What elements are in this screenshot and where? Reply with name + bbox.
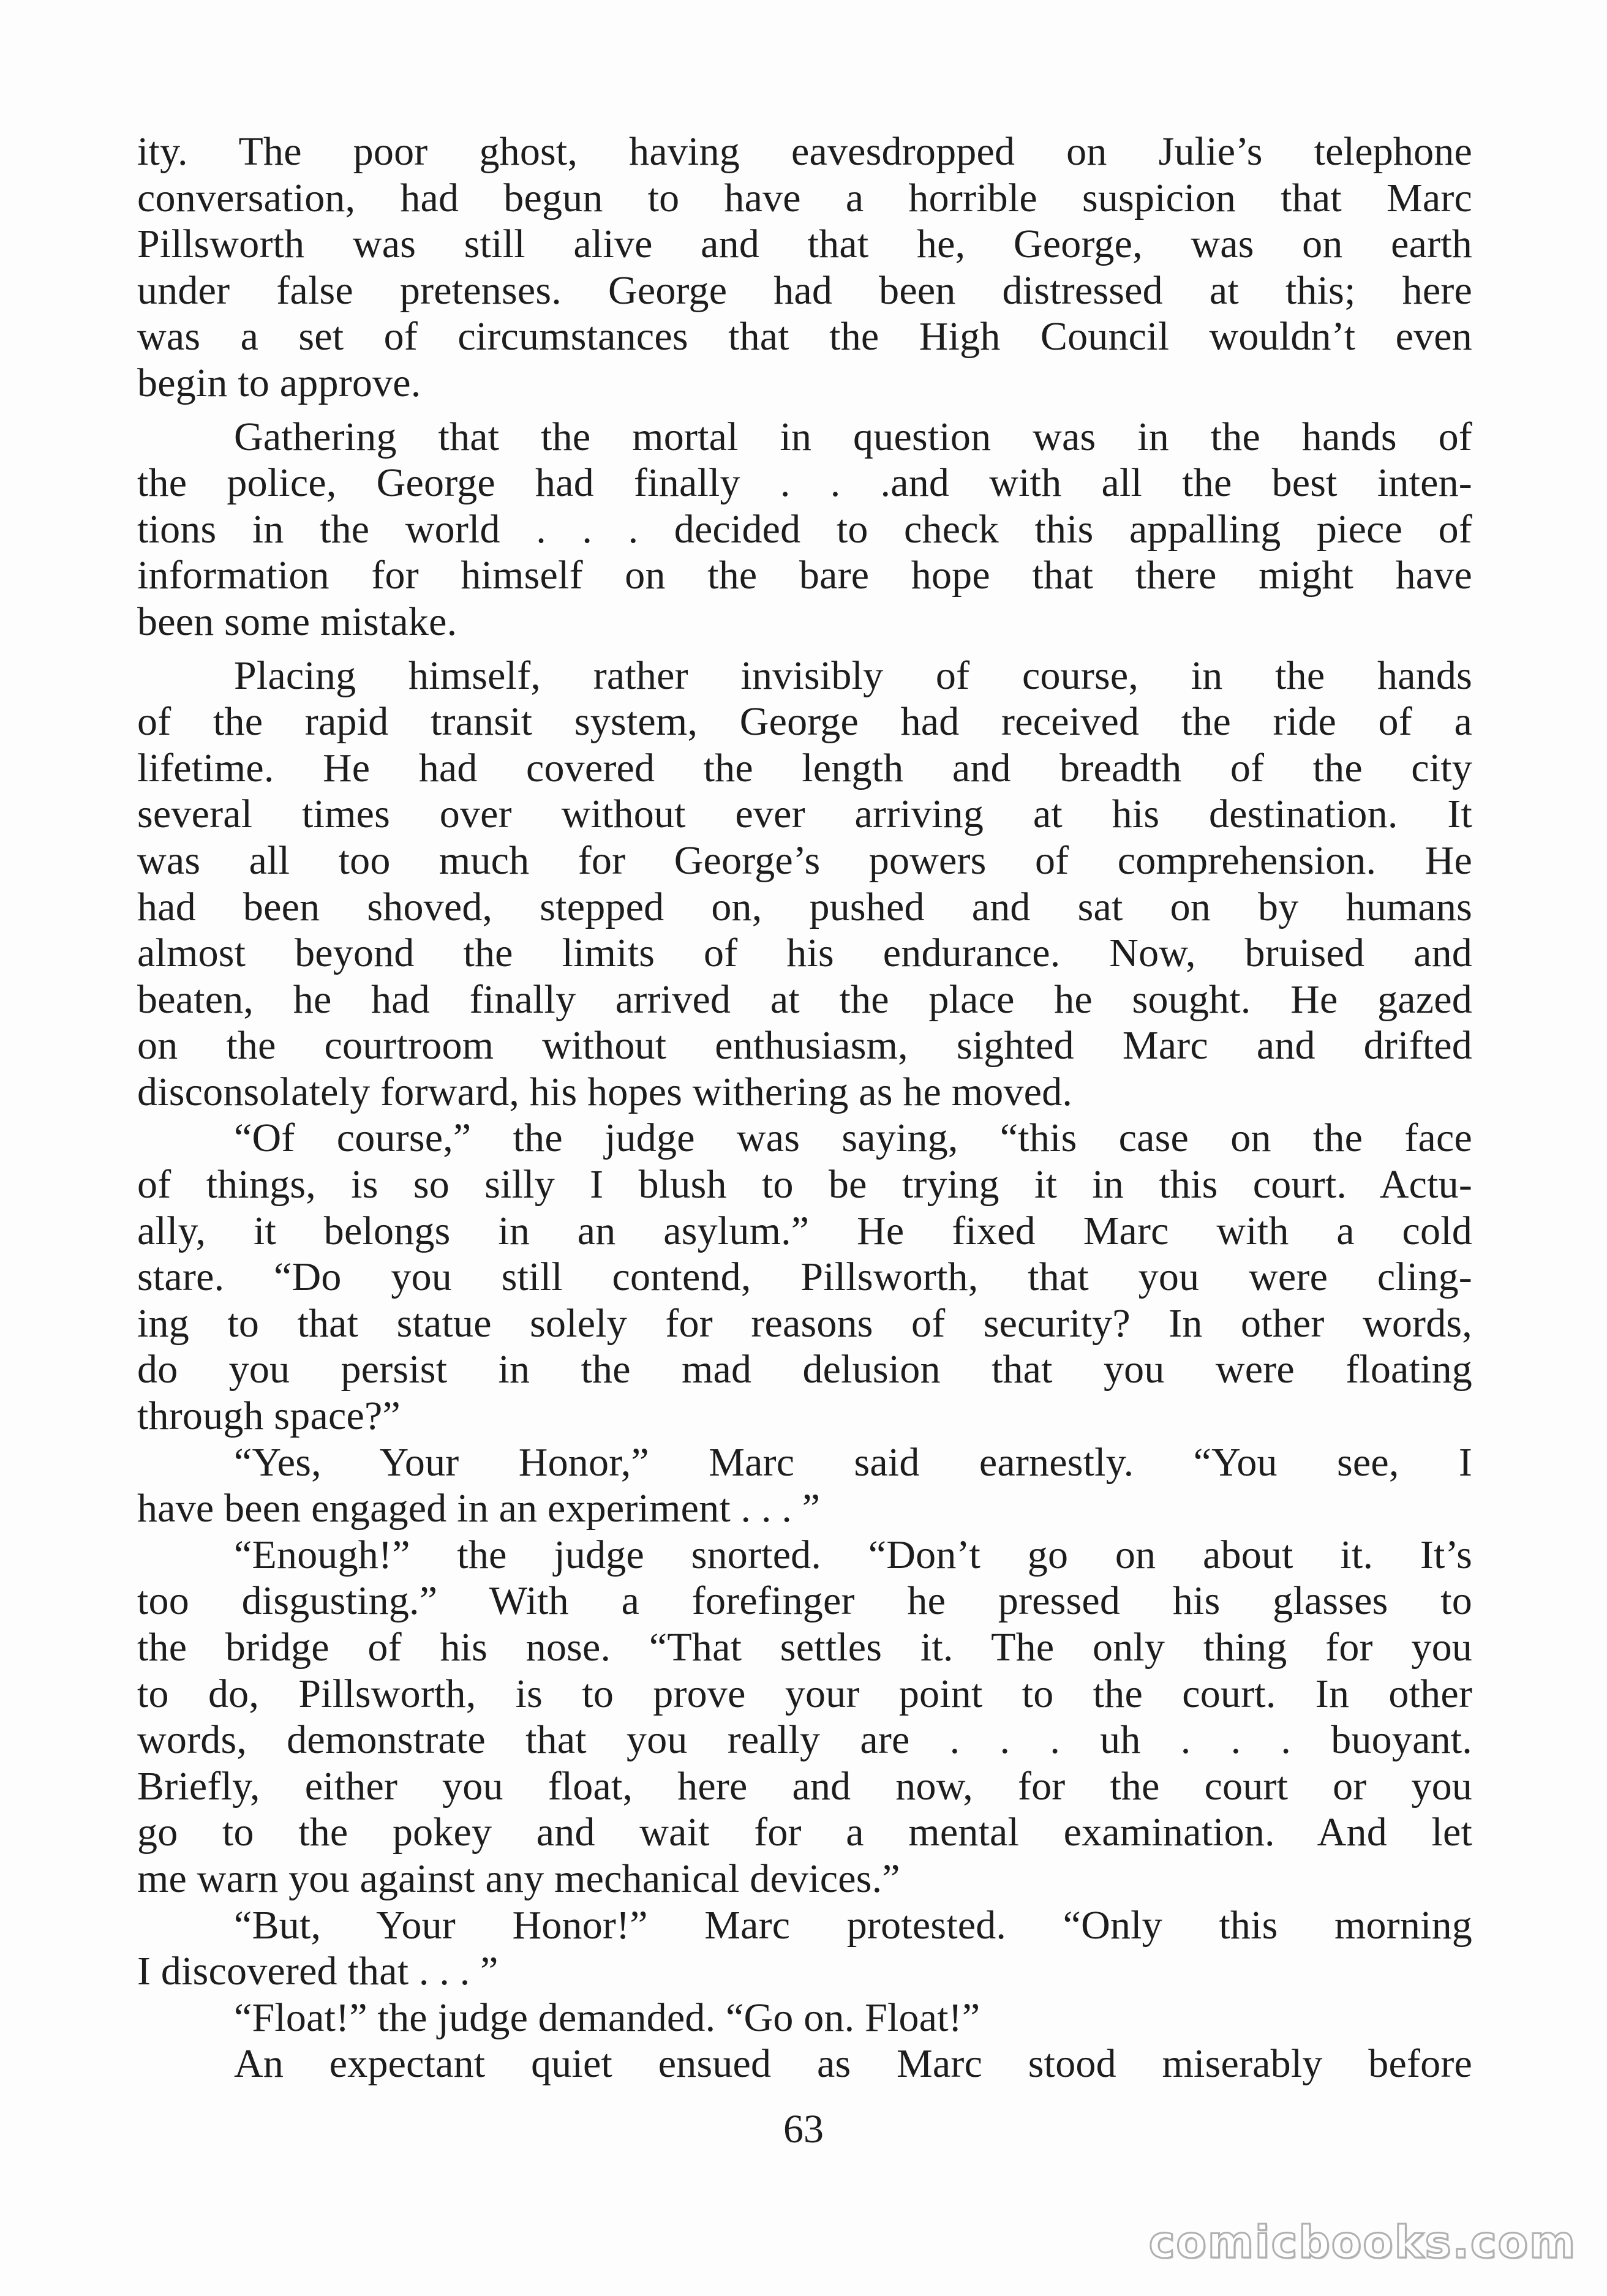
text-line: “Float!” the judge demanded. “Go on. Float!”	[234, 1995, 980, 2040]
watermark-logo: comicbooks.com	[1148, 2216, 1576, 2268]
text-line: almost beyond the limits of his endurance. Now, bruised and	[137, 931, 1472, 976]
text-line: lifetime. He had covered the length and breadth of the city	[137, 745, 1472, 790]
text-line: of things, is so silly I blush to be trying it in this court. Actu-	[137, 1162, 1472, 1207]
text-line: the bridge of his nose. “That settles it. The only thing for you	[137, 1625, 1472, 1670]
body-text	[137, 129, 1472, 2087]
text-line: Gathering that the mortal in question was in the hands of	[234, 414, 1472, 459]
text-line: me warn you against any mechanical devices.”	[137, 1856, 900, 1901]
text-line: go to the pokey and wait for a mental examination. And let	[137, 1810, 1472, 1855]
text-line: “Yes, Your Honor,” Marc said earnestly. “You see, I	[234, 1439, 1472, 1485]
text-line: begin to approve.	[137, 360, 421, 405]
text-line: have been engaged in an experiment . . . ”	[137, 1486, 821, 1531]
text-line: “But, Your Honor!” Marc protested. “Only this morning	[234, 1902, 1472, 1948]
text-line: the police, George had finally . . .and with all the best inten-	[137, 460, 1472, 506]
text-line: “Of course,” the judge was saying, “this case on the face	[234, 1116, 1472, 1161]
text-line: I discovered that . . . ”	[137, 1949, 499, 1994]
text-line: An expectant quiet ensued as Marc stood miserably before	[234, 2041, 1472, 2087]
text-line: disconsolately forward, his hopes withering as he moved.	[137, 1069, 1073, 1114]
text-line: through space?”	[137, 1394, 401, 1439]
text-line: ity. The poor ghost, having eavesdropped on Julie’s telephone	[137, 129, 1472, 174]
text-line: Briefly, either you float, here and now, for the court or you	[137, 1763, 1472, 1809]
text-line: to do, Pillsworth, is to prove your point to the court. In other	[137, 1671, 1472, 1716]
text-line: under false pretenses. George had been distressed at this; here	[137, 268, 1472, 313]
text-line: Placing himself, rather invisibly of course, in the hands	[234, 653, 1472, 698]
text-line: had been shoved, stepped on, pushed and sat on by humans	[137, 884, 1472, 929]
page-number: 63	[783, 2107, 824, 2152]
text-line: stare. “Do you still contend, Pillsworth, that you were cling-	[137, 1255, 1472, 1300]
text-line: was a set of circumstances that the High Council wouldn’t even	[137, 314, 1472, 359]
text-line: too disgusting.” With a forefinger he pressed his glasses to	[137, 1578, 1472, 1624]
text-line: on the courtroom without enthusiasm, sighted Marc and drifted	[137, 1023, 1472, 1068]
text-line: been some mistake.	[137, 599, 457, 644]
text-line: information for himself on the bare hope that there might have	[137, 553, 1472, 598]
text-line: do you persist in the mad delusion that you were floating	[137, 1347, 1472, 1392]
text-line: of the rapid transit system, George had received the ride of a	[137, 699, 1472, 745]
text-line: Pillsworth was still alive and that he, George, was on earth	[137, 222, 1472, 267]
text-line: conversation, had begun to have a horrible suspicion that Marc	[137, 175, 1472, 220]
text-line: “Enough!” the judge snorted. “Don’t go on about it. It’s	[234, 1532, 1472, 1577]
text-line: several times over without ever arriving at his destination. It	[137, 792, 1472, 837]
text-line: beaten, he had finally arrived at the place he sought. He gazed	[137, 977, 1472, 1022]
text-line: ally, it belongs in an asylum.” He fixed Marc with a cold	[137, 1208, 1472, 1253]
text-line: ing to that statue solely for reasons of security? In other words,	[137, 1300, 1472, 1346]
text-line: was all too much for George’s powers of comprehension. He	[137, 838, 1472, 883]
text-line: tions in the world . . . decided to check this appalling piece of	[137, 506, 1472, 552]
text-line: words, demonstrate that you really are . . . uh . . . buoyant.	[137, 1717, 1472, 1763]
